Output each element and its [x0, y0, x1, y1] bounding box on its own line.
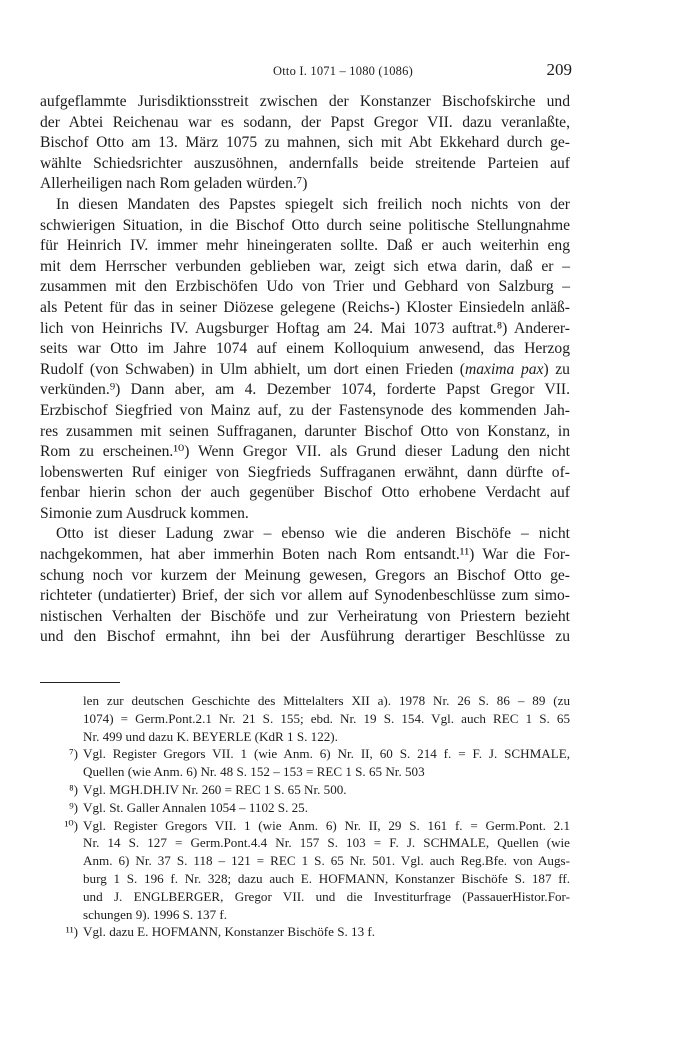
text-line: nistischen Verhalten der Bischöfe und zur Verheiratung von Priestern bezieht [40, 607, 570, 625]
body-text [40, 92, 570, 648]
text-line: Allerheiligen nach Rom geladen würden.⁷) [40, 175, 308, 193]
text-line: lobenswerten Ruf einiger von Siegfrieds Suffraganen erwähnt, dann dürfte of- [40, 463, 570, 481]
text-line: lich von Heinrichs IV. Augsburger Hoftag am 24. Mai 1073 auftrat.⁸) Anderer- [40, 319, 570, 337]
footnote-line [40, 728, 570, 746]
footnote-line [40, 888, 570, 906]
text-line: res zusammen mit seinen Suffraganen, darunter Bischof Otto von Konstanz, in [40, 422, 570, 440]
text-line: In diesen Mandaten des Papstes spiegelt sich freilich noch nichts von der [56, 195, 570, 213]
footnote-text: Vgl. Register Gregors VII. 1 (wie Anm. 6) Nr. II, 60 S. 214 f. = F. J. SCHMALE, [83, 746, 570, 762]
text-line: Simonie zum Ausdruck kommen. [40, 504, 249, 522]
footnote-line [40, 817, 570, 835]
footnote-number: ⁹) [69, 799, 78, 815]
footnote-line [40, 852, 570, 870]
text-line: fenbar hierin schon der auch gegenüber Bischof Otto erhobene Verdacht auf [40, 484, 570, 502]
text-line: schung noch vor kurzem der Meinung gewesen, Gregors an Bischof Otto ge- [40, 566, 570, 584]
footnote-line [40, 870, 570, 888]
footnote-number: ⁸) [69, 781, 78, 797]
footnote-text: Vgl. St. Galler Annalen 1054 – 1102 S. 25. [83, 799, 309, 815]
footnote-text: len zur deutschen Geschichte des Mittelalters XII a). 1978 Nr. 26 S. 86 – 89 (zu [83, 693, 570, 708]
text-line: mit dem Herrscher verbunden geblieben war, zeigt sich etwa darin, daß er – [40, 257, 570, 275]
footnote-text: Anm. 6) Nr. 37 S. 118 – 121 = REC 1 S. 65 Nr. 501. Vgl. auch Reg.Bfe. von Augs- [83, 853, 570, 869]
footnote-line [40, 799, 570, 817]
running-head: Otto I. 1071 – 1080 (1086) [273, 64, 413, 78]
footnote-text: Vgl. Register Gregors VII. 1 (wie Anm. 6) Nr. II, 29 S. 161 f. = Germ.Pont. 2.1 [83, 817, 570, 833]
text-segment: Rudolf (von Schwaben) in Ulm abhielt, um dort einen Frieden ( [40, 360, 465, 378]
footnote-text: Nr. 14 S. 127 = Germ.Pont.4.4 Nr. 157 S. 103 = F. J. SCHMALE, Quellen (wie [83, 835, 570, 851]
text-line: für Heinrich IV. immer mehr hineingeraten sollte. Daß er auch weiterhin eng [40, 237, 570, 255]
footnote-line [40, 763, 570, 781]
footnote-text: schungen 9). 1996 S. 137 f. [83, 906, 228, 922]
footnote-text: Quellen (wie Anm. 6) Nr. 48 S. 152 – 153 = REC 1 S. 65 Nr. 503 [83, 764, 425, 780]
footnote-line [40, 923, 570, 941]
footnote-line [40, 781, 570, 799]
footnote-line [40, 745, 570, 763]
footnote-number: ¹¹) [65, 924, 78, 940]
footnote-text: Nr. 499 und dazu K. BEYERLE (KdR 1 S. 122). [83, 728, 338, 744]
text-line: wählte Schiedsrichter auszusöhnen, andernfalls beide streitende Parteien auf [40, 154, 570, 172]
footnote-text: 1074) = Germ.Pont.2.1 Nr. 21 S. 155; ebd. Nr. 19 S. 154. Vgl. auch REC 1 S. 65 [83, 710, 570, 726]
text-line: seits war Otto im Jahre 1074 auf einem Kolloquium anwesend, das Herzog [40, 340, 570, 358]
text-line: aufgeflammte Jurisdiktionsstreit zwischen der Konstanzer Bischofskirche und [40, 93, 570, 110]
page-number: 209 [546, 60, 572, 79]
footnote-text: burg 1 S. 196 f. Nr. 328; dazu auch E. HOFMANN, Konstanzer Bischöfe S. 187 ff. [83, 870, 570, 886]
footnote-text: Vgl. dazu E. HOFMANN, Konstanzer Bischöfe S. 13 f. [83, 924, 376, 940]
text-line: Erzbischof Siegfried von Mainz auf, zu der Fastensynode des kommenden Jah- [40, 401, 570, 419]
footnote-line [40, 906, 570, 924]
text-line: Otto ist dieser Ladung zwar – ebenso wie die anderen Bischöfe – nicht [56, 525, 570, 543]
footnote-text: Vgl. MGH.DH.IV Nr. 260 = REC 1 S. 65 Nr. 500. [83, 781, 347, 797]
footnote-line [40, 710, 570, 728]
text-line: der Abtei Reichenau war es sodann, der Papst Gregor VII. dazu veranlaßte, [40, 113, 570, 131]
footnote-number: ⁷) [69, 746, 78, 762]
text-line: zusammen mit den Erzbischöfen Udo von Trier und Gebhard von Salzburg – [40, 278, 570, 296]
text-line: richteter (undatierter) Brief, der sich vor allem auf Synodenbeschlüsse zum simo- [40, 587, 570, 605]
text-line: verkünden.⁹) Dann aber, am 4. Dezember 1074, forderte Papst Gregor VII. [40, 381, 570, 399]
text-line: Bischof Otto am 13. März 1075 zu mahnen, sich mit Abt Ekkehard durch ge- [40, 134, 570, 152]
text-line: nachgekommen, hat aber immerhin Boten nach Rom entsandt.¹¹) War die For- [40, 546, 570, 564]
text-segment: ) zu [543, 360, 570, 378]
footnote-line [40, 834, 570, 852]
text-line [40, 360, 570, 381]
footnote-number: ¹⁰) [64, 817, 78, 833]
text-line: schwierigen Situation, in die Bischof Otto durch seine politische Stellungnahme [40, 216, 570, 234]
footnote-line [40, 692, 570, 710]
text-line: als Petent für das in seiner Diözese gelegene (Reichs-) Kloster Einsiedeln anläß- [40, 298, 570, 316]
footnote-text: und J. ENGLBERGER, Gregor VII. und die Investiturfrage (PassauerHistor.For- [83, 888, 570, 904]
footnotes [40, 692, 570, 941]
text-line: Rom zu erscheinen.¹⁰) Wenn Gregor VII. als Grund dieser Ladung den nicht [40, 443, 570, 461]
footnote-divider [40, 682, 120, 683]
text-line: und den Bischof ermahnt, ihn bei der Ausführung derartiger Beschlüsse zu [40, 628, 570, 646]
italic-term: maxima pax [464, 360, 544, 378]
